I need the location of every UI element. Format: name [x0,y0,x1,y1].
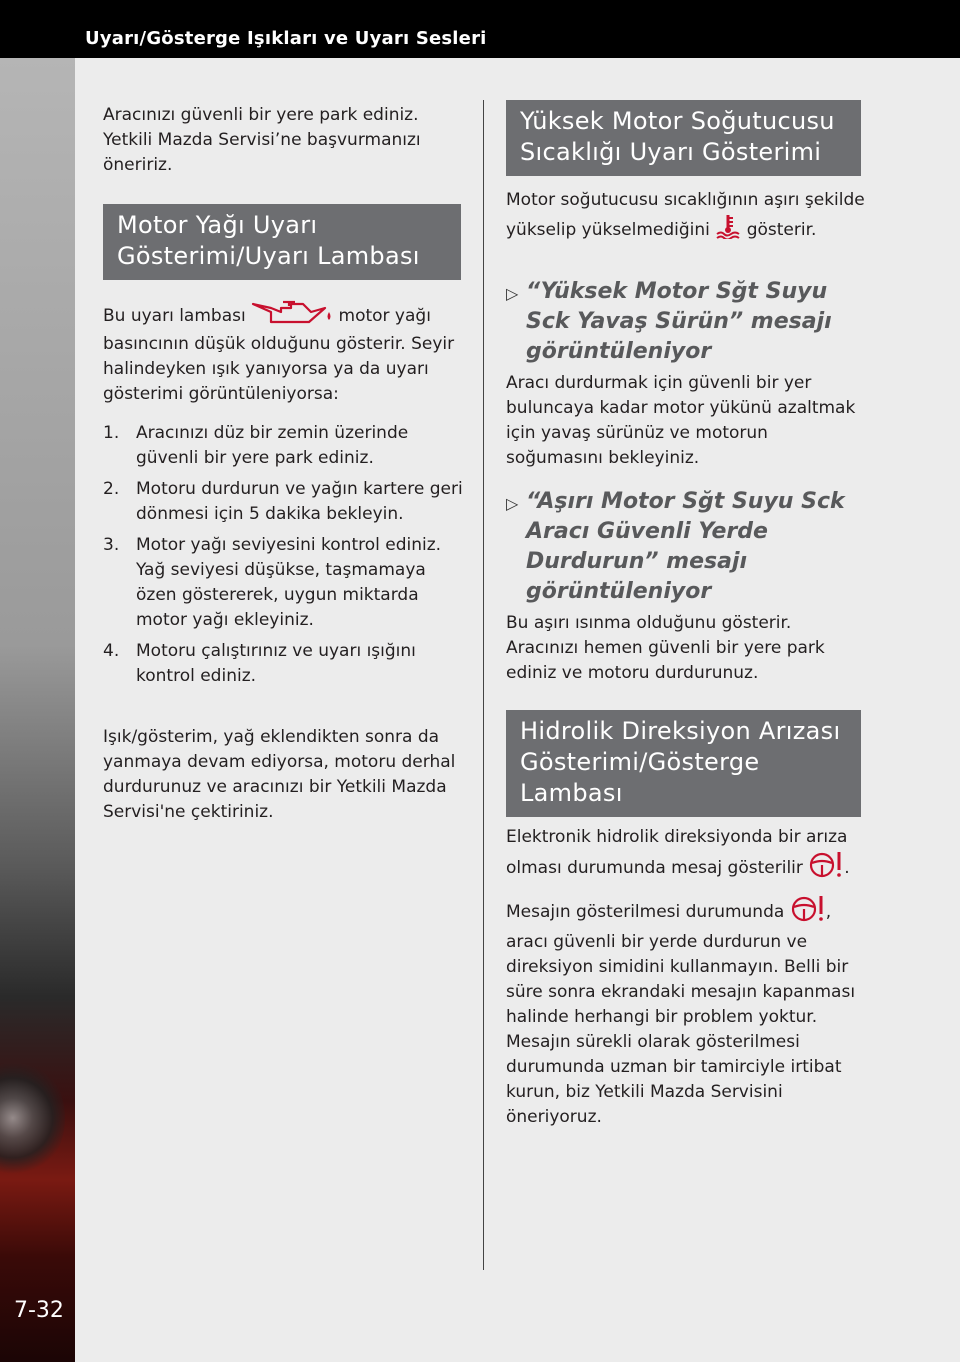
oil-warning-heading-text: Motor Yağı Uyarı Gösterimi/Uyarı Lambası [117,211,420,270]
step-number: 3. [103,535,120,555]
list-item [103,477,463,527]
coolant-description [506,188,866,247]
steering-text2-before: Mesajın gösterilmesi durumunda [506,902,785,922]
steering-warning-icon [790,894,826,930]
left-column [103,103,463,825]
steering-warning-heading [506,710,861,817]
step-number: 2. [103,479,120,499]
step-text: Aracınızı düz bir zemin üzerinde güvenli bir yere park ediniz. [136,423,409,468]
coolant-heading-text: Yüksek Motor Soğutucusu Sıcaklığı Uyarı Gösterimi [520,107,835,166]
step-text: Motoru çalıştırınız ve uyarı ışığını kontrol ediniz. [136,641,416,686]
oil-text-after: motor yağı basıncının düşük olduğunu gösterir. Seyir halindeyken ışık yanıyorsa ya da uyarı gösterimi görüntüleniyorsa: [103,306,455,404]
right-column [506,100,866,1130]
steering-text1-before: Elektronik hidrolik direksiyonda bir arıza olması durumunda mesaj gösterilir [506,827,848,878]
page-number: 7-32 [14,1298,64,1323]
column-divider [483,100,484,1270]
subheading-stop-vehicle [506,487,866,607]
coolant-warning-heading [506,100,861,176]
headlamp-image [0,1058,65,1178]
step-text: Motoru durdurun ve yağın kartere geri dönmesi için 5 dakika bekleyin. [136,479,463,524]
steering-text1-after: . [844,858,850,878]
steering-warning-icon [808,850,844,886]
oil-steps-list [103,421,463,689]
triangle-bullet-icon: ▷ [506,494,519,513]
slow-down-paragraph: Aracı durdurmak için güvenli bir yer buluncaya kadar motor yükünü azaltmak için yavaş sürünüz ve motorun soğumasını bekleyiniz. [506,373,856,468]
coolant-temp-icon [715,213,741,247]
steering-description [506,825,866,886]
step-number: 1. [103,423,120,443]
triangle-bullet-icon: ▷ [506,284,519,303]
steering-instructions [506,894,866,1130]
oil-description [103,300,463,407]
step-text: Motor yağı seviyesini kontrol ediniz. Yağ seviyesi düşükse, taşmamaya özen göstererek, uygun miktarda motor yağı ekleyiniz. [136,535,442,630]
oil-text-before: Bu uyarı lambası [103,306,246,326]
subheading-text: “Yüksek Motor Sğt Suyu Sck Yavaş Sürün” mesajı görüntüleniyor [526,279,832,364]
coolant-text-before: Motor soğutucusu sıcaklığının aşırı şekilde yükselip yükselmediğini [506,190,865,240]
list-item [103,533,463,633]
page-header [0,0,960,58]
stop-vehicle-paragraph: Bu aşırı ısınma olduğunu gösterir. Aracınızı hemen güvenli bir yere park ediniz ve motoru durdurunuz. [506,613,825,683]
closing-paragraph: Işık/gösterim, yağ eklendikten sonra da yanmaya devam ediyorsa, motoru derhal durdurunuz ve aracınızı bir Yetkili Mazda Servisi'ne çektiriniz. [103,727,456,822]
oil-warning-heading [103,204,461,280]
list-item [103,639,463,689]
subheading-slow-down [506,277,866,367]
intro-paragraph: Aracınızı güvenli bir yere park ediniz. Yetkili Mazda Servisi’ne başvurmanızı öneririz. [103,105,421,175]
side-strip [0,58,75,1362]
subheading-text: “Aşırı Motor Sğt Suyu Sck Aracı Güvenli Yerde Durdurun” mesajı görüntüleniyor [526,489,845,604]
section-title: Uyarı/Gösterge Işıkları ve Uyarı Sesleri [85,28,487,49]
step-number: 4. [103,641,120,661]
list-item [103,421,463,471]
steering-heading-text: Hidrolik Direksiyon Arızası Gösterimi/Gösterge Lambası [520,717,841,807]
steering-text2-after: , aracı güvenli bir yerde durdurun ve direksiyon simidini kullanmayın. Belli bir süre sonra ekrandaki mesajın kapanması halinde herhangi bir problem yoktur. Mesajın sürekli olarak gösterilmesi durumunda uzman bir tamirciyle irtibat kurun, biz Yetkili Mazda Servisini öneriyoruz. [506,902,856,1127]
oil-can-icon [251,300,333,332]
coolant-text-after: gösterir. [746,220,817,240]
